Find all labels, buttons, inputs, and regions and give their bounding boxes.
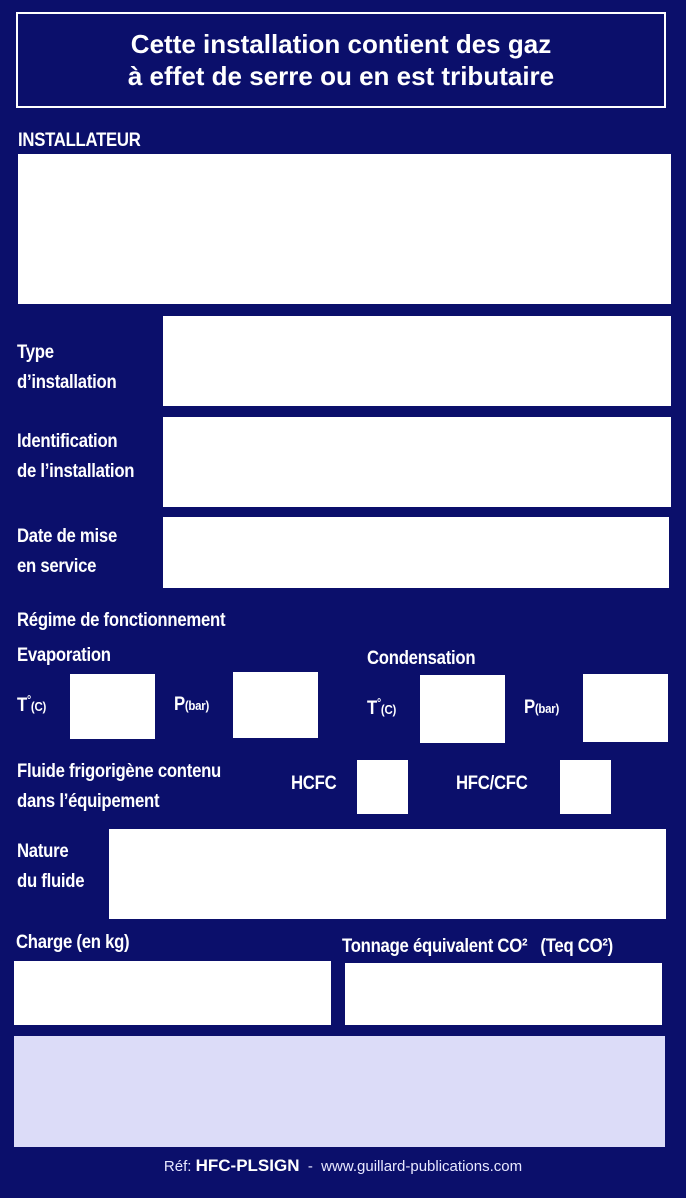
evaporation-pressure-unit: (bar) (184, 698, 209, 713)
installer-field[interactable] (18, 154, 671, 304)
operating-regime-title: Régime de fonctionnement (17, 610, 226, 631)
installation-type-field[interactable] (163, 316, 671, 406)
installation-id-label-line1: Identification (17, 431, 118, 452)
condensation-degree-symbol: ° (376, 695, 381, 710)
evaporation-temp-label (17, 691, 46, 722)
condensation-temp-field[interactable] (420, 675, 505, 743)
condensation-temp-unit: (C) (380, 702, 397, 717)
commissioning-date-label-line1: Date de mise (17, 526, 117, 547)
evaporation-pressure-label (174, 690, 209, 721)
co2-tonnage-label (342, 932, 613, 962)
footer-website: www.guillard-publications.com (321, 1158, 523, 1175)
condensation-pressure-field[interactable] (583, 674, 668, 742)
header-title-line2: à effet de serre ou en est tributaire (127, 61, 555, 91)
evaporation-label: Evaporation (17, 645, 111, 666)
refrigerant-label-line1: Fluide frigorigène contenu (17, 761, 222, 782)
refrigerant-label-line2: dans l’équipement (17, 791, 160, 812)
installation-type-label-line2: d’installation (17, 372, 117, 393)
evaporation-temp-field[interactable] (70, 674, 155, 739)
footer-ref-code: HFC-PLSIGN (195, 1156, 300, 1175)
installation-id-field[interactable] (163, 417, 671, 507)
co2-tonnage-unit: (Teq CO²) (540, 936, 613, 957)
header-banner (16, 12, 666, 108)
condensation-label: Condensation (367, 648, 476, 669)
footer-reference (0, 1156, 686, 1176)
refrigerant-label (17, 757, 221, 817)
footer-ref-prefix: Réf: (163, 1158, 192, 1175)
installation-type-label (17, 338, 116, 398)
fluid-nature-label-line2: du fluide (17, 871, 85, 892)
evaporation-pressure-field[interactable] (233, 672, 318, 738)
condensation-temp-symbol: T (367, 698, 377, 719)
co2-tonnage-label-text: Tonnage équivalent CO² (342, 936, 528, 957)
commissioning-date-field[interactable] (163, 517, 669, 588)
fluid-nature-label-line1: Nature (17, 841, 69, 862)
hcfc-label: HCFC (291, 773, 337, 794)
charge-field[interactable] (14, 961, 331, 1025)
installation-id-label (17, 427, 134, 487)
hfc-cfc-label: HFC/CFC (456, 773, 528, 794)
evaporation-pressure-symbol: P (174, 694, 185, 715)
hcfc-checkbox[interactable] (357, 760, 408, 814)
charge-label: Charge (en kg) (16, 932, 130, 953)
co2-tonnage-field[interactable] (345, 963, 662, 1025)
footer-panel (14, 1036, 665, 1147)
evaporation-temp-unit: (C) (30, 699, 47, 714)
installer-label: INSTALLATEUR (18, 130, 141, 151)
condensation-pressure-label (524, 693, 559, 724)
commissioning-date-label-line2: en service (17, 556, 97, 577)
condensation-pressure-unit: (bar) (534, 701, 559, 716)
header-title-line1: Cette installation contient des gaz (130, 29, 552, 59)
installation-id-label-line2: de l’installation (17, 461, 135, 482)
footer-separator: - (307, 1158, 313, 1175)
fluid-nature-label (17, 837, 84, 897)
evaporation-degree-symbol: ° (26, 692, 31, 707)
commissioning-date-label (17, 522, 117, 582)
hfc-cfc-checkbox[interactable] (560, 760, 611, 814)
installation-type-label-line1: Type (17, 342, 54, 363)
evaporation-temp-symbol: T (17, 695, 27, 716)
condensation-temp-label (367, 694, 396, 725)
fluid-nature-field[interactable] (109, 829, 666, 919)
condensation-pressure-symbol: P (524, 697, 535, 718)
